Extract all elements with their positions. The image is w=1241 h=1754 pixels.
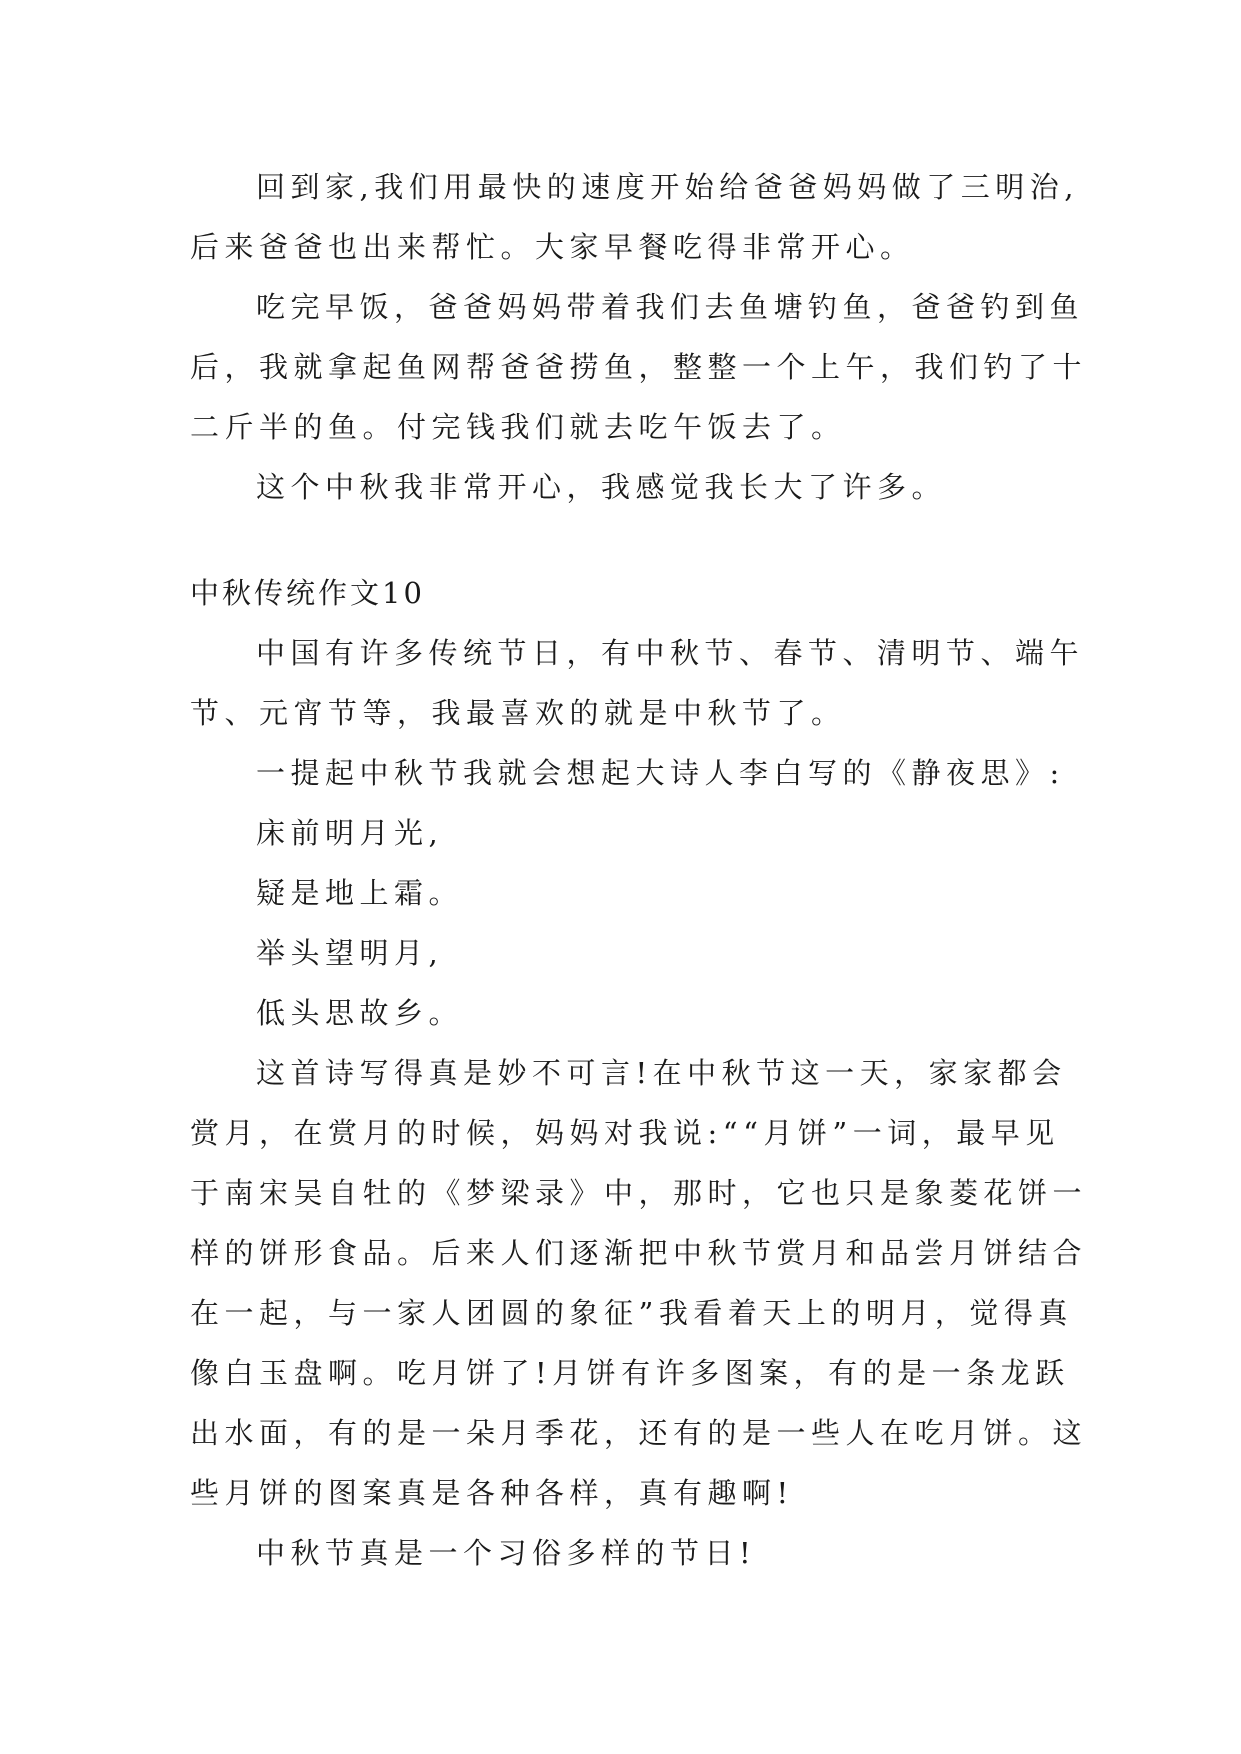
poem-line: 举头望明月, [256, 936, 444, 970]
poem-line: 低头思故乡。 [256, 996, 464, 1030]
paragraph-line: 后，我就拿起鱼网帮爸爸捞鱼，整整一个上午，我们钓了十 [190, 350, 1088, 384]
paragraph-line: 节、元宵节等，我最喜欢的就是中秋节了。 [190, 696, 846, 730]
paragraph-line: 些月饼的图案真是各种各样，真有趣啊! [190, 1476, 794, 1510]
paragraph-line: 回到家,我们用最快的速度开始给爸爸妈妈做了三明治, [256, 170, 1079, 204]
paragraph-line: 出水面，有的是一朵月季花，还有的是一些人在吃月饼。这 [190, 1416, 1088, 1450]
paragraph-line: 赏月，在赏月的时候，妈妈对我说:““月饼”一词，最早见 [190, 1116, 1060, 1150]
paragraph-line: 在一起，与一家人团圆的象征”我看着天上的明月，觉得真 [190, 1296, 1073, 1330]
poem-line: 疑是地上霜。 [256, 876, 464, 910]
paragraph-line: 这个中秋我非常开心，我感觉我长大了许多。 [256, 470, 947, 504]
paragraph-line: 样的饼形食品。后来人们逐渐把中秋节赏月和品尝月饼结合 [190, 1236, 1088, 1270]
section-heading: 中秋传统作文10 [190, 576, 425, 610]
paragraph-line: 一提起中秋节我就会想起大诗人李白写的《静夜思》: [256, 756, 1065, 790]
paragraph-line: 中秋节真是一个习俗多样的节日! [256, 1536, 757, 1570]
paragraph-line: 于南宋吴自牡的《梦梁录》中，那时，它也只是象菱花饼一 [190, 1176, 1088, 1210]
paragraph-line: 吃完早饭，爸爸妈妈带着我们去鱼塘钓鱼，爸爸钓到鱼 [256, 290, 1085, 324]
paragraph-line: 中国有许多传统节日，有中秋节、春节、清明节、端午 [256, 636, 1085, 670]
paragraph-line: 像白玉盘啊。吃月饼了!月饼有许多图案，有的是一条龙跃 [190, 1356, 1070, 1390]
paragraph-line: 这首诗写得真是妙不可言!在中秋节这一天，家家都会 [256, 1056, 1067, 1090]
paragraph-line: 二斤半的鱼。付完钱我们就去吃午饭去了。 [190, 410, 846, 444]
paragraph-line: 后来爸爸也出来帮忙。大家早餐吃得非常开心。 [190, 230, 915, 264]
poem-line: 床前明月光, [256, 816, 444, 850]
